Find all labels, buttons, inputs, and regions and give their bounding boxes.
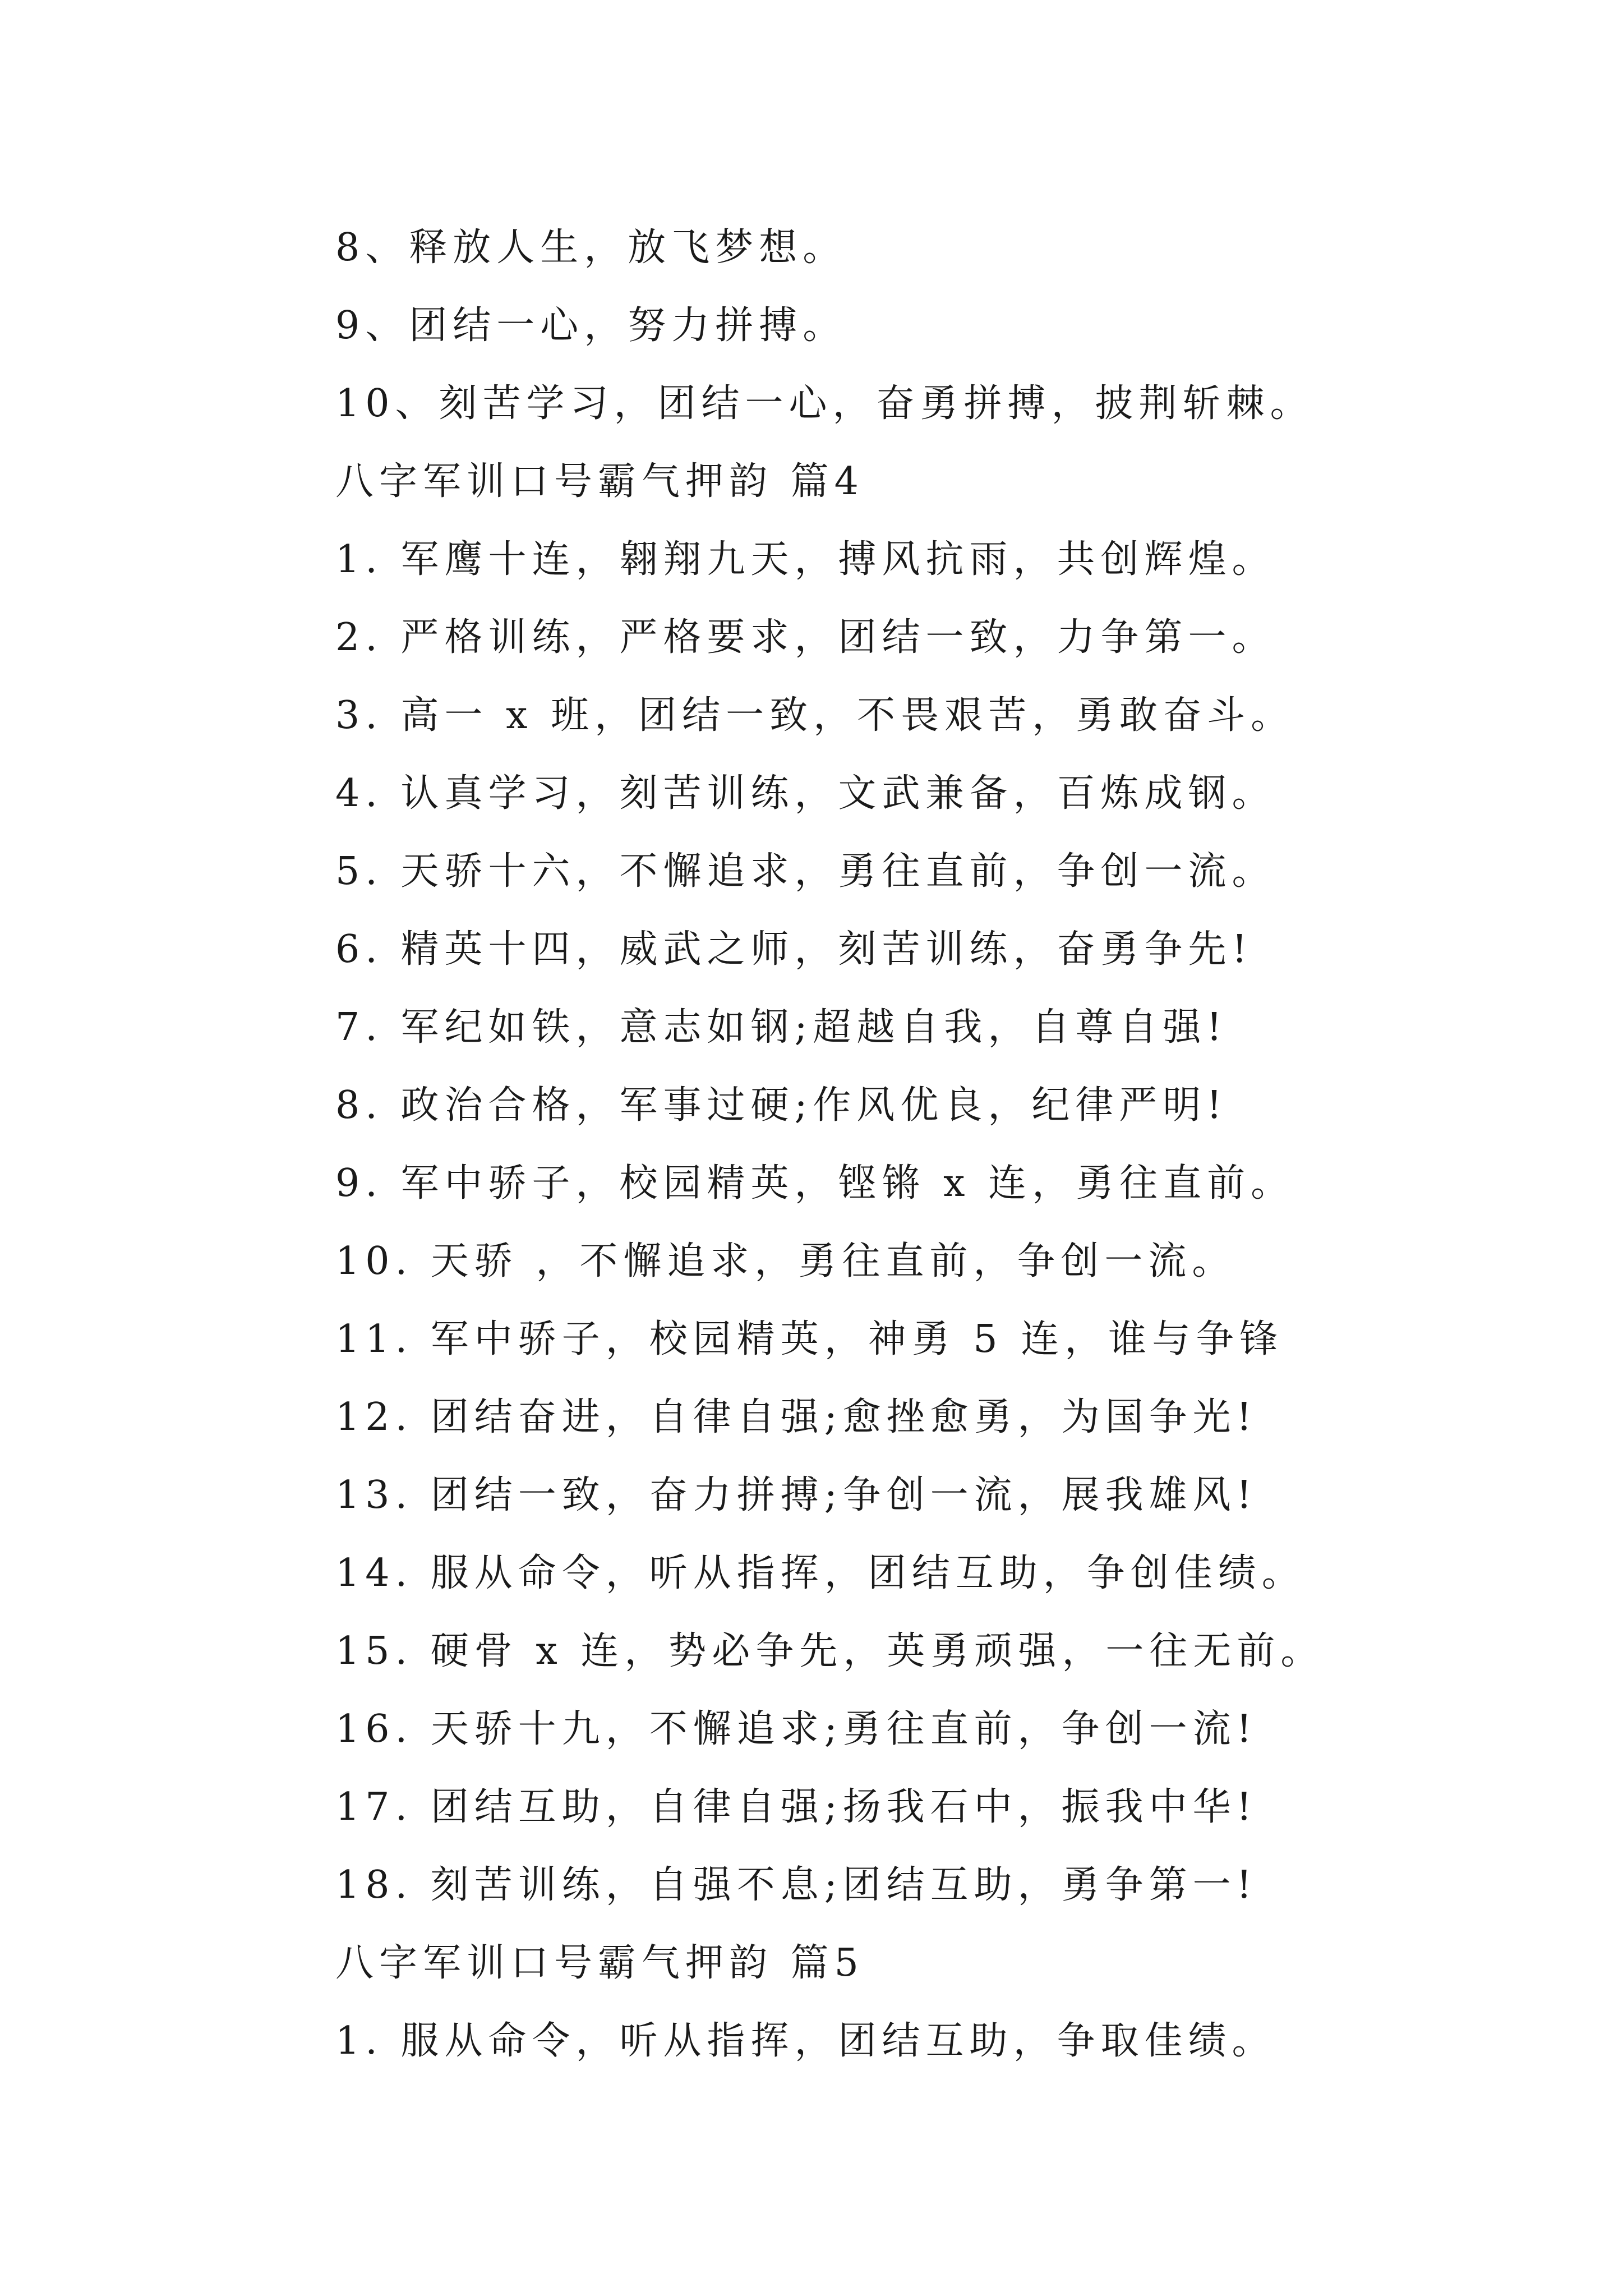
- list-item: 16. 天骄十九，不懈追求;勇往直前，争创一流!: [335, 1707, 1257, 1751]
- list-item: 10. 天骄 ，不懈追求，勇往直前，争创一流。: [335, 1239, 1236, 1283]
- list-item: 8、释放人生，放飞梦想。: [335, 226, 847, 270]
- list-item: 1. 服从命令，听从指挥，团结互助，争取佳绩。: [335, 2019, 1276, 2063]
- list-item: 13. 团结一致，奋力拼搏;争创一流，展我雄风!: [335, 1473, 1257, 1517]
- list-item: 12. 团结奋进，自律自强;愈挫愈勇，为国争光!: [335, 1395, 1257, 1439]
- list-item: 8. 政治合格，军事过硬;作风优良，纪律严明!: [335, 1083, 1228, 1128]
- list-item: 17. 团结互助，自律自强;扬我石中，振我中华!: [335, 1785, 1257, 1829]
- list-item: 9、团结一心，努力拼搏。: [335, 303, 847, 348]
- list-item: 7. 军纪如铁，意志如钢;超越自我，自尊自强!: [335, 1005, 1228, 1050]
- list-item: 4. 认真学习，刻苦训练，文武兼备，百炼成钢。: [335, 771, 1276, 816]
- list-item: 9. 军中骄子，校园精英，铿锵 x 连，勇往直前。: [335, 1161, 1295, 1205]
- list-item: 14. 服从命令，听从指挥，团结互助，争创佳绩。: [335, 1551, 1306, 1595]
- section-heading: 八字军训口号霸气押韵 篇5: [335, 1941, 864, 1985]
- document-body: [335, 209, 1558, 2080]
- list-item: 18. 刻苦训练，自强不息;团结互助，勇争第一!: [335, 1863, 1257, 1907]
- list-item: 5. 天骄十六，不懈追求，勇往直前，争创一流。: [335, 849, 1276, 894]
- list-item: 2. 严格训练，严格要求，团结一致，力争第一。: [335, 615, 1276, 660]
- list-item: 11. 军中骄子，校园精英，神勇 5 连，谁与争锋: [335, 1317, 1284, 1361]
- list-item: 15. 硬骨 x 连，势必争先，英勇顽强，一往无前。: [335, 1629, 1325, 1673]
- list-item: 6. 精英十四，威武之师，刻苦训练，奋勇争先!: [335, 927, 1253, 972]
- list-item: 1. 军鹰十连，翱翔九天，搏风抗雨，共创辉煌。: [335, 537, 1276, 582]
- list-item: 3. 高一 x 班，团结一致，不畏艰苦，勇敢奋斗。: [335, 693, 1295, 738]
- section-heading: 八字军训口号霸气押韵 篇4: [335, 459, 864, 504]
- list-item: 10、刻苦学习，团结一心，奋勇拼搏，披荆斩棘。: [335, 381, 1314, 426]
